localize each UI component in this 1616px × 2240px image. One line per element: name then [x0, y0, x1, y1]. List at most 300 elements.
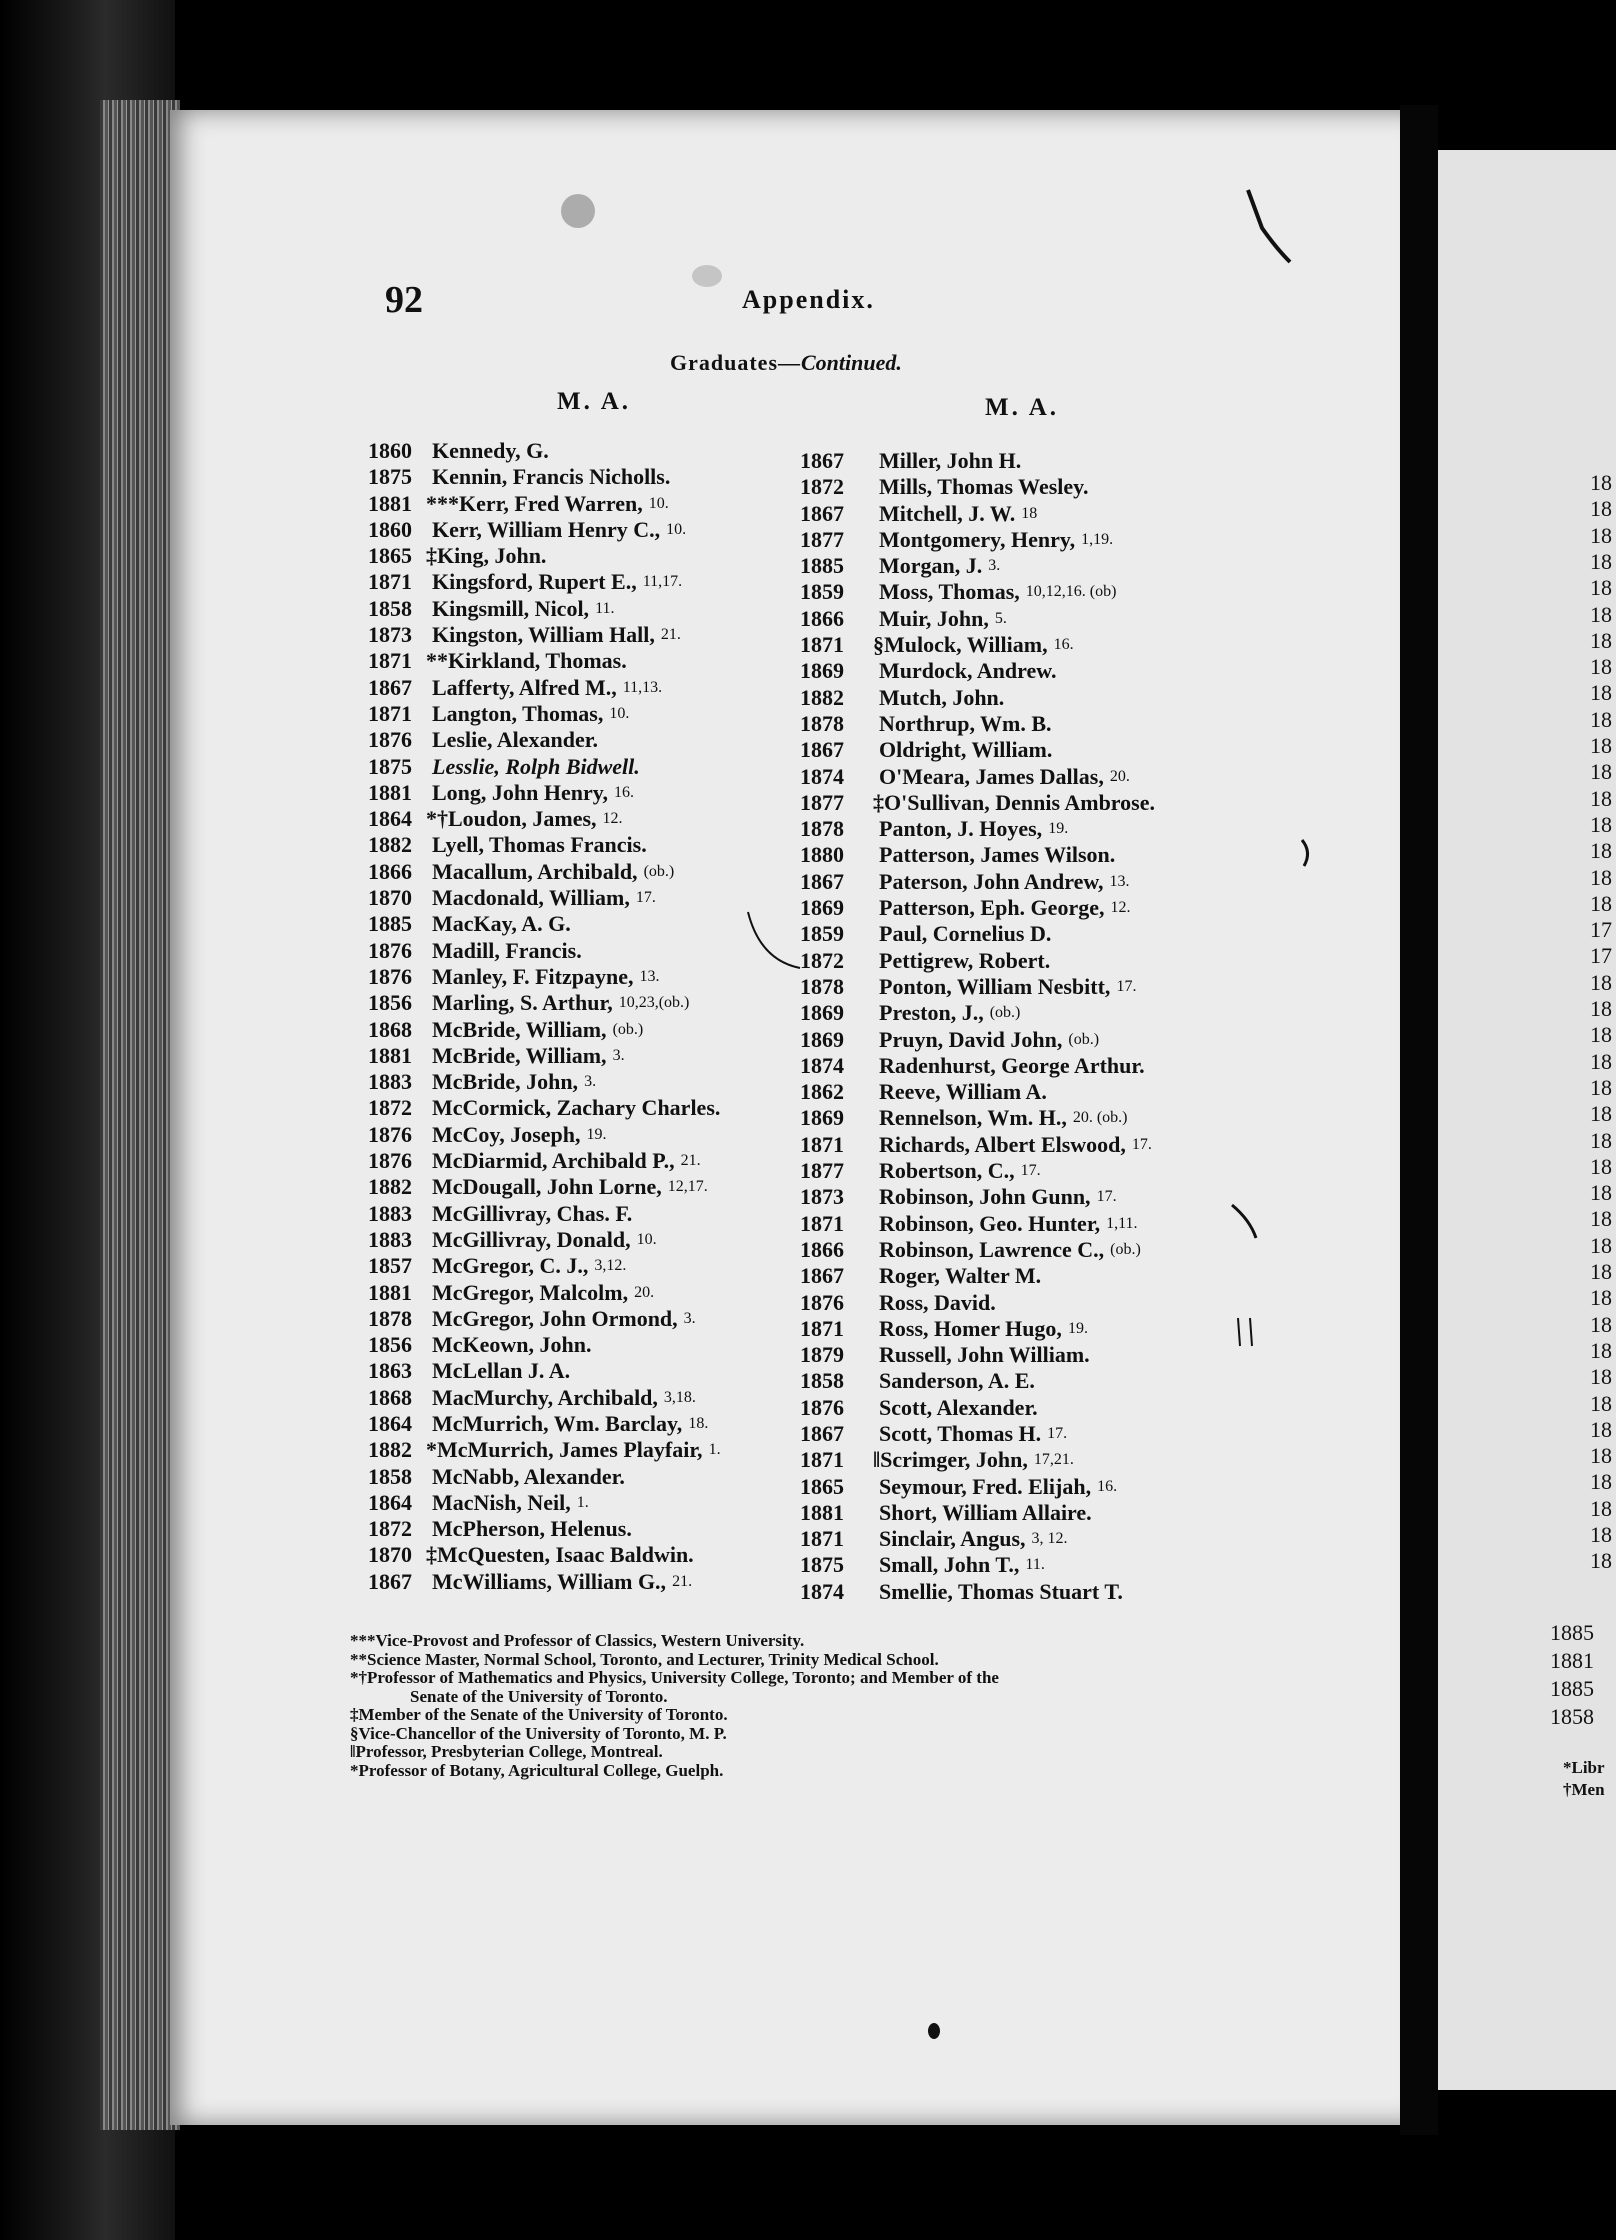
graduation-year: 1876 [368, 1148, 412, 1174]
graduate-name: Paul, Cornelius D. [879, 921, 1052, 947]
next-page-year-fragment: 18 [1590, 548, 1612, 574]
graduation-year: 1859 [800, 921, 844, 947]
graduation-year: 1878 [800, 816, 844, 842]
graduation-year: 1876 [368, 727, 412, 753]
graduate-name: Smellie, Thomas Stuart T. [879, 1578, 1123, 1604]
next-page-footnote-fragment: *Libr [1563, 1758, 1605, 1777]
graduate-note: 1. [708, 1441, 721, 1459]
next-page-year-fragment: 18 [1590, 969, 1612, 995]
graduate-name: Robinson, John Gunn, [879, 1184, 1091, 1210]
graduate-note: 17. [1020, 1162, 1041, 1180]
graduate-note: 10. [636, 1230, 657, 1248]
graduation-year: 1882 [368, 832, 412, 858]
graduation-year: 1881 [368, 1279, 412, 1305]
graduate-note: 17. [635, 889, 656, 907]
graduate-name: Leslie, Alexander. [432, 727, 599, 753]
graduate-name: McBride, William, [432, 1016, 607, 1042]
graduation-year: 1872 [368, 1095, 412, 1121]
next-page-year-fragment: 18 [1590, 1074, 1612, 1100]
graduate-mark: ‡ [426, 543, 437, 569]
graduation-year: 1872 [800, 947, 844, 973]
graduate-name: Radenhurst, George Arthur. [879, 1052, 1145, 1078]
graduation-year: 1878 [368, 1305, 412, 1331]
graduation-year: 1874 [800, 1052, 844, 1078]
graduate-name: Sinclair, Angus, [879, 1526, 1026, 1552]
graduation-year: 1860 [368, 516, 412, 542]
next-page-year-fragment: 18 [1590, 890, 1612, 916]
graduate-name: Northrup, Wm. B. [879, 710, 1052, 736]
graduation-year: 1876 [800, 1289, 844, 1315]
graduation-year: 1867 [368, 1568, 412, 1594]
graduation-year: 1859 [800, 579, 844, 605]
graduate-name: McPherson, Helenus. [432, 1516, 632, 1542]
graduate-name: Kingsmill, Nicol, [432, 595, 590, 621]
graduate-name: Morgan, J. [879, 553, 983, 579]
pencil-stroke [1238, 1318, 1252, 1346]
graduate-note: 1,19. [1081, 530, 1114, 548]
graduation-year: 1881 [368, 1042, 412, 1068]
graduate-name: McQuesten, Isaac Baldwin. [437, 1542, 694, 1568]
graduate-note: 3. [584, 1073, 597, 1091]
next-page-year-fragment: 18 [1590, 1285, 1612, 1311]
graduation-year: 1860 [368, 438, 412, 463]
graduate-name: McNabb, Alexander. [432, 1463, 625, 1489]
graduate-note: (ob.) [989, 1004, 1021, 1022]
next-page-year-fragment: 18 [1590, 654, 1612, 680]
graduate-note: 3,12. [594, 1257, 627, 1275]
graduate-name: O'Sullivan, Dennis Ambrose. [884, 789, 1155, 815]
graduate-name: King, John. [437, 543, 547, 569]
graduation-year: 1863 [368, 1358, 412, 1384]
graduate-name: Panton, J. Hoyes, [879, 816, 1043, 842]
next-page-year-fragment: 18 [1590, 811, 1612, 837]
graduate-name: Russell, John William. [879, 1342, 1090, 1368]
graduate-name: McGregor, C. J., [432, 1253, 589, 1279]
graduate-name: Kerr, William Henry C., [432, 516, 661, 542]
graduate-note: 13. [1109, 872, 1130, 890]
graduate-note: 20. [1109, 767, 1130, 785]
graduation-year: 1867 [800, 737, 844, 763]
graduate-mark: *** [426, 490, 459, 516]
graduate-name: McDiarmid, Archibald P., [432, 1148, 675, 1174]
graduation-year: 1883 [368, 1069, 412, 1095]
graduation-year: 1871 [800, 632, 844, 658]
graduate-name: Macdonald, William, [432, 885, 630, 911]
graduate-note: (ob.) [643, 862, 675, 880]
next-page-year-fragment: 18 [1590, 838, 1612, 864]
graduate-name: McGregor, Malcolm, [432, 1279, 629, 1305]
next-page-year-fragment: 1885 [1550, 1620, 1594, 1645]
graduate-name: McWilliams, William G., [432, 1568, 667, 1594]
next-page-year-fragment: 18 [1590, 996, 1612, 1021]
page-number: 92 [385, 279, 423, 321]
graduation-year: 1865 [800, 1473, 844, 1499]
next-page-year-fragment: 18 [1590, 706, 1612, 732]
graduate-note: 10. [666, 520, 687, 538]
footnote: §Vice-Chancellor of the University of Toronto, M. P. [350, 1723, 727, 1743]
graduate-name: Loudon, James, [448, 806, 597, 832]
graduate-name: Moss, Thomas, [879, 579, 1020, 605]
graduate-name: Scott, Thomas H. [879, 1420, 1042, 1446]
next-page-year-fragment: 18 [1590, 759, 1612, 785]
graduate-note: 1,11. [1106, 1214, 1138, 1232]
graduate-name: Kingston, William Hall, [432, 622, 655, 648]
graduate-name: McCoy, Joseph, [432, 1121, 581, 1147]
footnote: ***Vice-Provost and Professor of Classics, Western University. [350, 1631, 805, 1650]
next-page-year-fragment: 18 [1590, 864, 1612, 890]
graduation-year: 1870 [368, 1542, 412, 1568]
graduate-name: Murdock, Andrew. [879, 658, 1057, 684]
graduate-name: McCormick, Zachary Charles. [432, 1095, 721, 1121]
graduate-name: Oldright, William. [879, 737, 1053, 763]
graduation-year: 1877 [800, 1158, 844, 1184]
graduation-year: 1880 [800, 842, 844, 868]
graduate-note: 11. [595, 599, 615, 617]
graduate-note: (ob.) [1110, 1240, 1141, 1258]
graduation-year: 1871 [800, 1131, 844, 1157]
graduation-year: 1878 [800, 973, 844, 999]
graduate-name: Long, John Henry, [432, 779, 609, 805]
graduation-year: 1881 [800, 1499, 844, 1525]
footnote: ‖Professor, Presbyterian College, Montreal. [350, 1742, 663, 1761]
graduate-note: 3. [612, 1046, 625, 1064]
graduate-name: McGillivray, Donald, [432, 1226, 631, 1252]
graduate-mark: ‖ [873, 1447, 881, 1473]
graduation-year: 1858 [368, 1463, 412, 1489]
graduate-mark: *† [426, 806, 448, 832]
graduate-name: Short, William Allaire. [879, 1499, 1092, 1525]
graduation-year: 1858 [368, 595, 412, 621]
graduation-year: 1864 [368, 806, 412, 832]
graduate-name: McBride, William, [432, 1042, 607, 1068]
graduate-name: Kennedy, G. [432, 438, 549, 463]
graduate-name: McMurrich, James Playfair, [437, 1437, 703, 1463]
graduation-year: 1873 [368, 622, 412, 648]
graduate-name: McMurrich, Wm. Barclay, [432, 1410, 683, 1436]
next-page-year-fragment: 1858 [1550, 1704, 1594, 1729]
pencil-stroke [1248, 190, 1290, 262]
next-page-year-fragment: 18 [1590, 522, 1612, 548]
graduate-name: Reeve, William A. [879, 1079, 1047, 1105]
graduation-year: 1871 [368, 700, 412, 726]
graduate-name: Mulock, William, [884, 632, 1048, 658]
graduation-year: 1871 [368, 569, 412, 595]
graduate-note: (ob.) [612, 1020, 644, 1038]
graduate-note: 17. [1116, 977, 1137, 995]
graduate-name: Mitchell, J. W. [879, 500, 1016, 526]
next-page-year-fragment: 18 [1590, 496, 1612, 522]
next-page-year-fragment: 18 [1590, 1232, 1612, 1258]
graduation-year: 1883 [368, 1226, 412, 1252]
graduate-name: Ponton, William Nesbitt, [879, 973, 1111, 999]
graduation-year: 1876 [368, 937, 412, 963]
graduate-name: Langton, Thomas, [432, 700, 604, 726]
graduation-year: 1876 [368, 1121, 412, 1147]
graduate-note: 12. [1110, 899, 1131, 917]
graduation-year: 1879 [800, 1342, 844, 1368]
graduate-name: Scott, Alexander. [879, 1394, 1038, 1420]
next-page-year-fragment: 18 [1590, 1390, 1612, 1416]
graduate-name: Lyell, Thomas Francis. [432, 832, 647, 858]
graduation-year: 1882 [368, 1174, 412, 1200]
graduation-year: 1882 [800, 684, 844, 710]
graduate-note: 10,23,(ob.) [618, 994, 690, 1012]
graduate-note: 11,13. [622, 678, 663, 696]
graduate-name: Small, John T., [879, 1552, 1020, 1578]
next-page-year-fragment: 18 [1590, 1206, 1612, 1232]
graduate-name: Sanderson, A. E. [879, 1368, 1035, 1394]
graduate-note: 1. [576, 1493, 589, 1511]
graduation-year: 1864 [368, 1410, 412, 1436]
graduate-name: Roger, Walter M. [879, 1263, 1042, 1289]
graduation-year: 1856 [368, 990, 412, 1016]
graduate-name: McKeown, John. [432, 1332, 592, 1358]
next-page-year-fragment: 18 [1590, 680, 1612, 706]
graduation-year: 1866 [368, 858, 412, 884]
graduate-name: Mills, Thomas Wesley. [879, 474, 1089, 500]
graduation-year: 1867 [800, 868, 844, 894]
graduate-name: Miller, John H. [879, 448, 1022, 473]
graduation-year: 1873 [800, 1184, 844, 1210]
graduation-year: 1871 [800, 1315, 844, 1341]
next-page-year-fragment: 18 [1590, 601, 1612, 627]
next-page-year-fragment: 18 [1590, 1048, 1612, 1074]
graduation-year: 1858 [800, 1368, 844, 1394]
graduate-name: McLellan J. A. [432, 1358, 571, 1384]
graduate-note: 17. [1096, 1188, 1117, 1206]
graduation-year: 1870 [368, 885, 412, 911]
graduate-note: 17. [1047, 1424, 1068, 1442]
graduate-name: Ross, David. [879, 1289, 996, 1315]
next-page-year-fragment: 18 [1590, 1022, 1612, 1048]
graduate-note: 3, 12. [1031, 1530, 1068, 1548]
next-page-year-fragment: 18 [1590, 1311, 1612, 1337]
graduate-note: 19. [586, 1125, 607, 1143]
graduate-name: McBride, John, [432, 1069, 579, 1095]
graduate-name: Patterson, Eph. George, [879, 895, 1105, 921]
graduate-name: MacNish, Neil, [432, 1489, 571, 1515]
next-page-year-fragment: 18 [1590, 785, 1612, 811]
graduation-year: 1874 [800, 763, 844, 789]
graduate-name: Marling, S. Arthur, [432, 990, 613, 1016]
graduate-name: McGillivray, Chas. F. [432, 1200, 633, 1226]
next-page-year-fragment: 18 [1590, 1337, 1612, 1363]
graduate-note: 17. [1131, 1135, 1152, 1153]
graduate-note: 21. [672, 1572, 693, 1590]
graduation-year: 1865 [368, 543, 412, 569]
graduation-year: 1881 [368, 490, 412, 516]
next-page-year-fragment: 18 [1590, 1259, 1612, 1284]
next-page-year-fragment: 18 [1590, 1522, 1612, 1547]
graduate-name: Manley, F. Fitzpayne, [432, 963, 634, 989]
next-page-year-fragment: 18 [1590, 1443, 1612, 1469]
graduation-year: 1875 [368, 464, 412, 490]
graduate-name: Macallum, Archibald, [432, 858, 638, 884]
next-page-year-fragment: 17 [1590, 917, 1612, 943]
graduate-note: 21. [680, 1152, 701, 1170]
graduation-year: 1862 [800, 1079, 844, 1105]
next-page-year-fragment: 18 [1590, 575, 1612, 601]
graduate-note: 5. [994, 609, 1007, 627]
graduation-year: 1871 [800, 1526, 844, 1552]
next-page-year-fragment: 18 [1590, 1101, 1612, 1127]
graduate-name: Madill, Francis. [432, 937, 582, 963]
graduate-name: Seymour, Fred. Elijah, [879, 1473, 1092, 1499]
graduate-name: Kerr, Fred Warren, [459, 490, 643, 516]
graduation-year: 1882 [368, 1437, 412, 1463]
graduate-mark: ‡ [873, 789, 884, 815]
graduation-year: 1874 [800, 1578, 844, 1604]
graduate-name: Kirkland, Thomas. [448, 648, 627, 674]
graduation-year: 1876 [368, 963, 412, 989]
section-title-main: Graduates— [670, 350, 801, 375]
graduate-name: McGregor, John Ormond, [432, 1305, 678, 1331]
graduation-year: 1871 [368, 648, 412, 674]
next-page-year-fragment: 18 [1590, 1127, 1612, 1153]
graduate-name: Scrimger, John, [880, 1447, 1028, 1473]
footnote: *†Professor of Mathematics and Physics, University College, Toronto; and Member of the [350, 1668, 999, 1687]
graduation-year: 1866 [800, 1236, 844, 1262]
graduation-year: 1867 [800, 448, 844, 473]
graduate-note: 21. [660, 626, 681, 644]
graduate-name: Muir, John, [879, 605, 989, 631]
next-page-year-fragment: 18 [1590, 1495, 1612, 1521]
section-title-continued: Continued. [801, 350, 902, 375]
graduation-year: 1869 [800, 1105, 844, 1131]
graduation-year: 1883 [368, 1200, 412, 1226]
graduate-name: McDougall, John Lorne, [432, 1174, 662, 1200]
graduate-name: Kennin, Francis Nicholls. [432, 464, 671, 490]
graduation-year: 1869 [800, 895, 844, 921]
graduation-year: 1868 [368, 1384, 412, 1410]
graduation-year: 1878 [800, 710, 844, 736]
graduate-name: Montgomery, Henry, [879, 526, 1076, 552]
graduate-name: MacKay, A. G. [432, 911, 571, 937]
graduate-mark: § [873, 632, 884, 658]
graduation-year: 1875 [800, 1552, 844, 1578]
graduate-note: 3. [988, 557, 1001, 575]
next-page-year-fragment: 18 [1590, 1469, 1612, 1495]
footnote: *Professor of Botany, Agricultural College, Guelph. [350, 1760, 724, 1780]
graduate-name: Pettigrew, Robert. [879, 947, 1051, 973]
graduate-name: Kingsford, Rupert E., [432, 569, 637, 595]
graduate-name: MacMurchy, Archibald, [432, 1384, 658, 1410]
graduate-note: 12,17. [667, 1178, 708, 1196]
graduation-year: 1867 [800, 1420, 844, 1446]
graduation-year: 1881 [368, 779, 412, 805]
graduate-name: Preston, J., [879, 1000, 984, 1026]
graduate-note: 19. [1067, 1319, 1088, 1337]
graduate-mark: ‡ [426, 1542, 437, 1568]
graduation-year: 1867 [800, 500, 844, 526]
graduate-note: 19. [1048, 820, 1069, 838]
next-page-year-fragment: 18 [1590, 733, 1612, 758]
footnote: Senate of the University of Toronto. [410, 1686, 668, 1706]
next-page-year-fragment: 18 [1590, 1416, 1612, 1442]
next-page-year-fragment: 1885 [1550, 1676, 1594, 1701]
graduation-year: 1869 [800, 1000, 844, 1026]
graduate-note: 3,18. [663, 1388, 696, 1406]
graduate-note: 13. [639, 967, 660, 985]
graduate-name: Lesslie, Rolph Bidwell. [432, 753, 640, 779]
next-page-footnote-fragment: †Men [1563, 1780, 1605, 1799]
running-head: Appendix. [742, 285, 875, 314]
graduate-name: O'Meara, James Dallas, [879, 763, 1104, 789]
graduation-year: 1877 [800, 789, 844, 815]
graduation-year: 1867 [368, 674, 412, 700]
graduate-mark: ** [426, 648, 448, 674]
graduation-year: 1885 [800, 553, 844, 579]
pencil-stroke [1302, 840, 1308, 866]
graduate-name: Mutch, John. [879, 684, 1005, 710]
graduate-name: Robinson, Geo. Hunter, [879, 1210, 1101, 1236]
graduation-year: 1868 [368, 1016, 412, 1042]
next-page-year-fragment: 18 [1590, 1548, 1612, 1574]
graduate-name: Robinson, Lawrence C., [879, 1236, 1105, 1262]
graduation-year: 1864 [368, 1489, 412, 1515]
graduation-year: 1869 [800, 1026, 844, 1052]
graduate-note: 20. (ob.) [1072, 1109, 1128, 1127]
graduate-note: 10. [648, 494, 669, 512]
graduate-note: 17,21. [1033, 1451, 1074, 1469]
graduation-year: 1867 [800, 1263, 844, 1289]
pencil-stroke [1232, 1205, 1256, 1238]
column-heading-left: M. A. [557, 388, 632, 415]
graduate-name: Patterson, James Wilson. [879, 842, 1116, 868]
graduation-year: 1866 [800, 605, 844, 631]
graduation-year: 1856 [368, 1332, 412, 1358]
next-page-year-fragment: 18 [1590, 1153, 1612, 1179]
graduate-name: Ross, Homer Hugo, [879, 1315, 1062, 1341]
graduation-year: 1885 [368, 911, 412, 937]
graduate-name: Lafferty, Alfred M., [432, 674, 617, 700]
footnote: ‡Member of the Senate of the University of Toronto. [350, 1705, 728, 1724]
graduation-year: 1869 [800, 658, 844, 684]
pencil-stroke [748, 912, 800, 968]
next-page-year-fragment: 18 [1590, 470, 1612, 495]
graduation-year: 1872 [800, 474, 844, 500]
graduate-note: 10,12,16. (ob) [1025, 583, 1117, 601]
graduation-year: 1871 [800, 1210, 844, 1236]
next-page-year-fragment: 17 [1590, 943, 1612, 969]
graduate-note: 12. [602, 810, 623, 828]
graduate-note: (ob.) [1068, 1030, 1100, 1048]
graduate-name: Paterson, John Andrew, [879, 868, 1104, 894]
graduate-mark: * [426, 1437, 437, 1463]
graduate-note: 11,17. [642, 573, 683, 591]
graduate-name: Richards, Albert Elswood, [879, 1131, 1126, 1157]
graduate-note: 16. [1053, 636, 1074, 654]
graduation-year: 1857 [368, 1253, 412, 1279]
graduation-year: 1876 [800, 1394, 844, 1420]
next-page-year-fragment: 18 [1590, 627, 1612, 653]
graduate-note: 16. [614, 783, 635, 801]
next-page-year-fragment: 1881 [1550, 1648, 1594, 1673]
next-page-year-fragment: 18 [1590, 1364, 1612, 1390]
footnote: **Science Master, Normal School, Toronto, and Lecturer, Trinity Medical School. [350, 1649, 939, 1669]
graduate-note: 10. [609, 704, 630, 722]
next-page-year-fragment: 18 [1590, 1180, 1612, 1206]
graduate-note: 18. [688, 1414, 709, 1432]
graduation-year: 1872 [368, 1516, 412, 1542]
graduate-note: 11. [1025, 1556, 1045, 1574]
graduate-note: 16. [1097, 1477, 1118, 1495]
graduate-note: 3. [683, 1309, 696, 1327]
graduation-year: 1875 [368, 753, 412, 779]
graduation-year: 1877 [800, 526, 844, 552]
graduate-name: Pruyn, David John, [879, 1026, 1063, 1052]
graduate-name: Rennelson, Wm. H., [879, 1105, 1067, 1131]
